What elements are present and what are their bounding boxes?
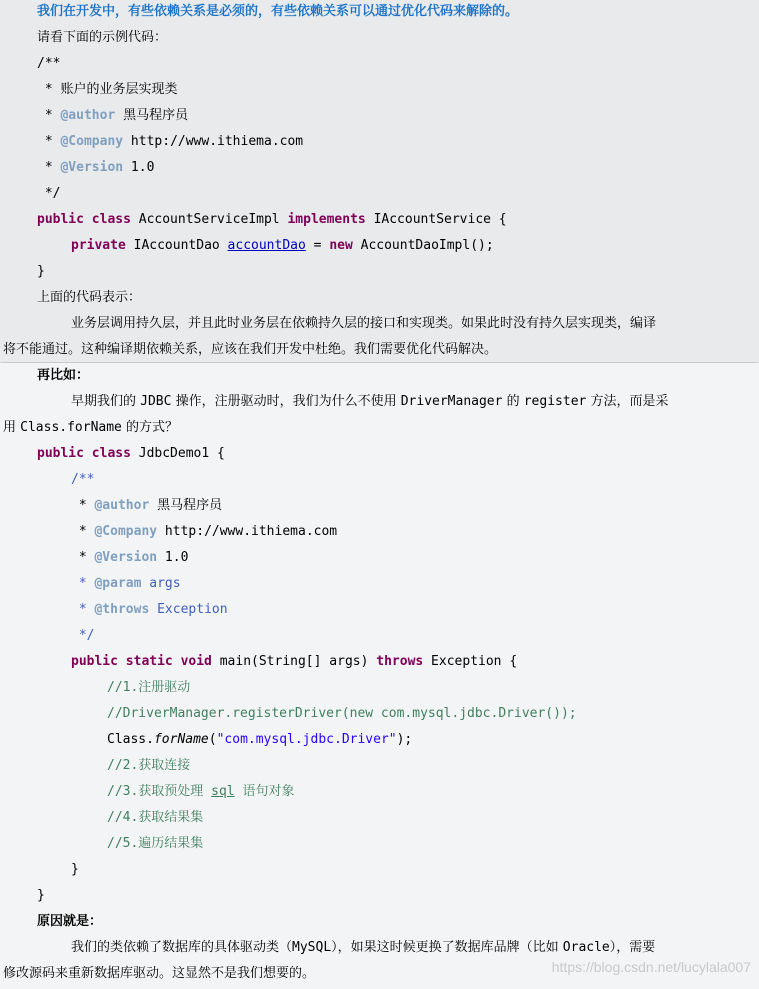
section2-heading: 再比如： (37, 368, 90, 383)
comment-prepare-statement: //3.获取预处理 sql 语句对象 (107, 784, 295, 799)
javadoc2-throws: * @throws Exception (71, 602, 228, 617)
main-method-declaration: public static void main(String[] args) throws Exception { (71, 654, 518, 669)
class-declaration: public class AccountServiceImpl implements IAccountService { (37, 212, 507, 227)
comment-iterate-resultset: //5.遍历结果集 (107, 836, 204, 851)
section-title: 我们在开发中，有些依赖关系是必须的，有些依赖关系可以通过优化代码来解除的。 (37, 4, 519, 19)
javadoc-version: * @Version 1.0 (37, 160, 155, 175)
javadoc2-version: * @Version 1.0 (71, 550, 189, 565)
class-close-brace-2: } (37, 888, 45, 903)
javadoc2-company: * @Company http://www.ithiema.com (71, 524, 338, 539)
class-close-brace: } (37, 264, 45, 279)
version-tag: @Version (60, 160, 124, 175)
version-value: 1.0 (123, 160, 155, 175)
javadoc-author: * @author 黑马程序员 (37, 108, 189, 123)
reason-line-1: 我们的类依赖了数据库的具体驱动类（MySQL），如果这时候更换了数据库品牌（比如 Oracle），需要 (71, 940, 656, 955)
reason-label: 原因就是： (37, 914, 103, 929)
note-line-2: 将不能通过。这种编译期依赖关系，应该在我们开发中杜绝。我们需要优化代码解决。 (3, 342, 498, 357)
para-line-2: 用 Class.forName 的方式？ (3, 420, 179, 435)
author-value: 黑马程序员 (115, 108, 189, 123)
javadoc-company: * @Company http://www.ithiema.com (37, 134, 304, 149)
note-label: 上面的代码表示： (37, 290, 142, 305)
intro-text: 请看下面的示例代码： (37, 30, 168, 45)
field-accountDao: accountDao (227, 238, 306, 253)
company-value: http://www.ithiema.com (123, 134, 304, 149)
javadoc2-open: /** (71, 472, 95, 487)
method-close-brace: } (71, 862, 79, 877)
comment-get-connection: //2.获取连接 (107, 758, 191, 773)
watermark: https://blog.csdn.net/lucylala007 (551, 959, 751, 975)
top-panel (0, 0, 759, 362)
forname-statement: Class.forName("com.mysql.jdbc.Driver"); (107, 732, 413, 747)
javadoc2-close: */ (71, 628, 95, 643)
reason-line-2: 修改源码来重新数据库驱动。这显然不是我们想要的。 (3, 966, 316, 981)
field-declaration: private IAccountDao accountDao = new AccountDaoImpl(); (71, 238, 494, 253)
note-line-1: 业务层调用持久层，并且此时业务层在依赖持久层的接口和实现类。如果此时没有持久层实现类，编译 (71, 316, 657, 331)
javadoc2-author: * @author 黑马程序员 (71, 498, 223, 513)
javadoc-open: /** (37, 56, 61, 71)
javadoc-desc: * 账户的业务层实现类 (37, 82, 178, 97)
comment-register-driver: //1.注册驱动 (107, 680, 191, 695)
company-tag: @Company (60, 134, 124, 149)
bottom-panel (0, 363, 759, 989)
jdbc-class-declaration: public class JdbcDemo1 { (37, 446, 225, 461)
comment-get-resultset: //4.获取结果集 (107, 810, 204, 825)
javadoc2-param: * @param args (71, 576, 181, 591)
author-tag: @author (60, 108, 116, 123)
comment-drivermanager: //DriverManager.registerDriver(new com.mysql.jdbc.Driver()); (107, 706, 577, 721)
para-line-1: 早期我们的 JDBC 操作，注册驱动时，我们为什么不使用 DriverManager 的 register 方法，而是采 (71, 394, 669, 409)
javadoc-close: */ (37, 186, 61, 201)
